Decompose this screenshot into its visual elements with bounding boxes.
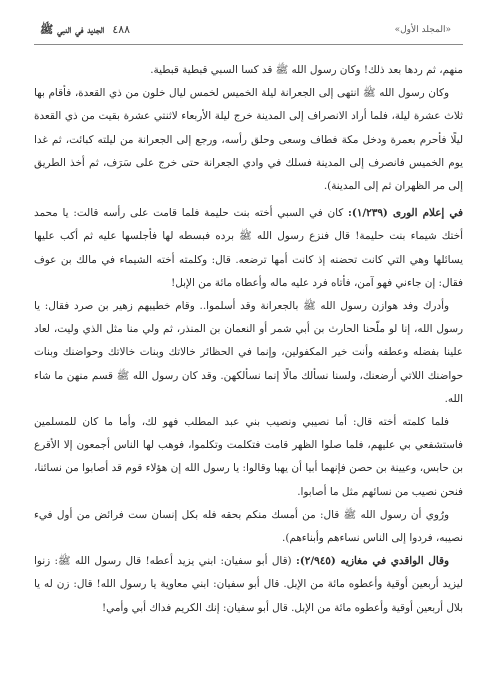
paragraph	[34, 550, 463, 620]
paragraph	[34, 295, 463, 411]
running-header	[34, 18, 463, 42]
paragraph	[34, 202, 463, 295]
paragraph-text: فلما كلمته أخته قال: أما نصيبي ونصيب بني عبد المطلب فهو لك، وأما ما كان للمسلمين فاستشفعي بي عليهم، فلما صلوا الظهر قامت فتكلمت وتكلموا، فوهب لها الناس أجمعون إلا الأقرع بن حابس، وعيينة بن حصن فإنهما أبيا أن يهبا وقالوا: يا رسول الله إن هؤلاء قوم قد أصابوا من نسائنا، فنحن نصيب من نسائهم مثل ما أصابوا.	[34, 416, 463, 498]
header-number-group	[40, 18, 130, 42]
header-divider	[34, 44, 463, 45]
paragraph-text: وأدرك وفد هوازن رسول الله ﷺ بالجعرانة وقد أسلموا.. وقام خطيبهم زهير بن صرد فقال: يا رسول الله، إنا لو ملّحنا الحارث بن أبي شمر أو النعمان بن المنذر، ثم ولي منا مثل الذي وليت، لعاد علينا بفضله وعطفه وأنت خير المكفولين، وإنما في الحظائر خالاتك وبنات خالاتك وحواضنك وبنات حواضنك اللاتي أرضعنك، ولسنا نسألك مالًا إنما نسألكهن. وقد كان رسول الله ﷺ قسم منهن ما شاء الله.	[34, 300, 463, 405]
header-title: الجديد في النبي ﷺ	[40, 23, 105, 36]
page-number: ٤٨٨	[112, 23, 131, 36]
paragraph-text: وكان رسول الله ﷺ انتهى إلى الجعرانة ليلة الخميس لخمس ليال خلون من ذي القعدة، فأقام بها ثلاث عشرة ليلة، فلما أراد الانصراف إلى المدينة خرج ليلة الأربعاء لاثنتي عشرة بقيت من ذي القعدة ليلًا فأحرم بعمرة ودخل مكة فطاف وسعى وحلق رأسه، ورجع إلى الجعرانة من ليلته كبائت، ثم غدا يوم الخميس فانصرف إلى المدينة فسلك في وادي الجعرانة حتى خرج على سَرَف، ثم أخذ الطريق إلى مر الظهران ثم إلى المدينة).	[34, 87, 463, 193]
citation-lead: وقال الواقدي في مغازيه (٢/٩٤٥):	[295, 555, 449, 568]
header-subtitle: «المجلد الأول»	[394, 25, 451, 35]
paragraph-text: كان في السبي أخته بنت حليمة فلما قامت على رأسه قالت: يا محمد أختك شيماء بنت حليمة! قال فنزع رسول الله ﷺ برده فبسطه لها فأجلسها عليه ثم أكب عليها يسائلها وهي التي كانت تحضنه إذ كانت أمها ترضعه. قال: وكلمته أخته الشيماء في مالك بن عوف فقال: إن جاءني فهو آمن، فأتاه فرد عليه ماله وأعطاه مائة من الإبل!	[34, 207, 463, 289]
paragraph	[34, 82, 463, 198]
citation-lead: في إعلام الورى (١/٢٣٩):	[348, 207, 463, 220]
paragraph	[34, 504, 463, 550]
paragraph	[34, 411, 463, 504]
body-text	[34, 59, 463, 620]
paragraph-text: منهم، ثم ردها بعد ذلك! وكان رسول الله ﷺ قد كسا السبي قبطية قبطية.	[150, 64, 463, 76]
paragraph	[34, 59, 463, 82]
paragraph-text: (قال أبو سفيان: ابني يزيد أعطه! قال رسول الله ﷺ: زنوا ليزيد أربعين أوقية وأعطوه مائة من الإبل. قال أبو سفيان: ابني معاوية يا رسول الله! قال: زن له يا بلال أربعين أوقية وأعطوه مائة من الإبل. قال أبو سفيان: إنك الكريم فداك أبي وأمي!	[34, 555, 463, 614]
paragraph-text: ورُوي أن رسول الله ﷺ قال: من أمسك منكم بحقه فله بكل إنسان ست فرائض من أول فيء نصيبه، فردوا إلى الناس نساءهم وأبناءهم).	[34, 508, 463, 545]
header-title-group	[395, 18, 457, 42]
